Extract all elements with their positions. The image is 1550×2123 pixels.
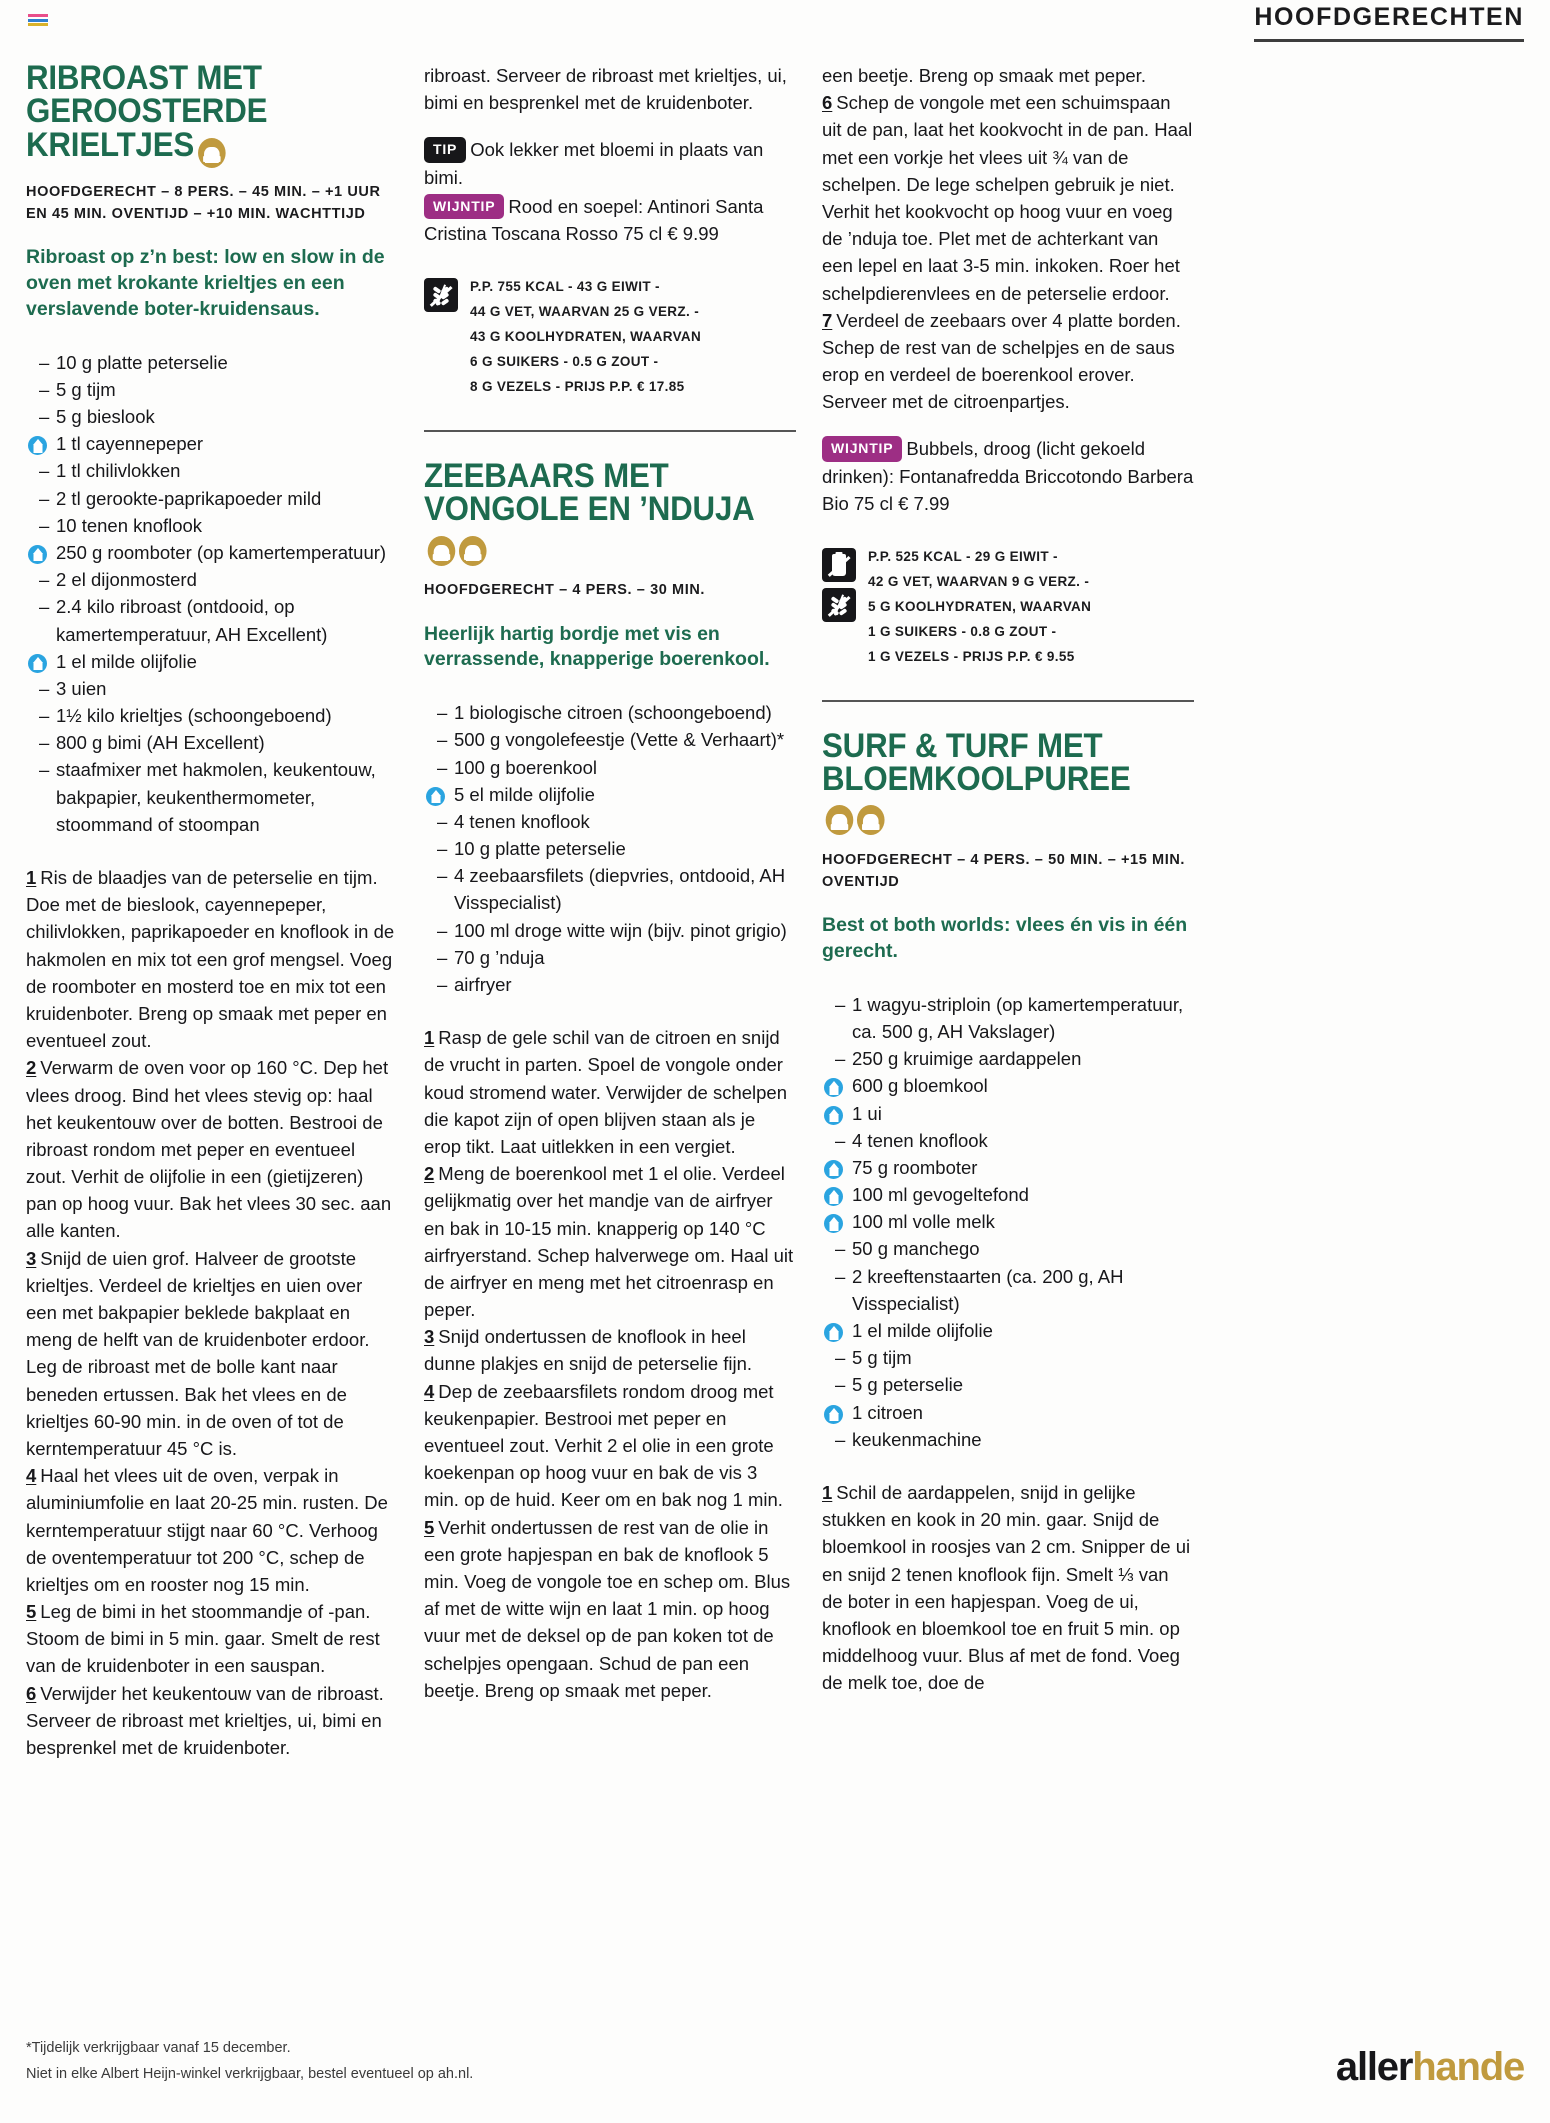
ingredient-text: 5 g peterselie [852,1374,964,1396]
dash-marker: – [835,1265,846,1287]
step-number: 4 [424,1380,435,1402]
ingredient-text: 600 g bloemkool [852,1075,988,1097]
pantry-staple-icon [824,1214,843,1233]
ingredient-text: 1 biologische citroen (schoongeboend) [454,702,772,724]
ingredient-text: 5 el milde olijfolie [454,783,595,805]
dash-marker: – [437,729,448,751]
step-continuation: een beetje. Breng op smaak met peper. [822,65,1146,86]
ingredient-text: 50 g manchego [852,1238,980,1260]
step-text: Rasp de gele schil van de citroen en snijd de vrucht in parten. Spoel de vongole onder koud stromend water. Verwijder de schelpen die kapot zijn of open blijven staan als je erop tikt. Laat uitlekken in een vergiet. [424,1027,788,1157]
steps-ribroast-cont [424,62,796,116]
pantry-staple-icon [824,1405,843,1424]
chef-hat-icon [198,138,226,168]
chef-hat-icon [428,536,456,566]
dash-marker: – [835,1347,846,1369]
nutrition-icon-group [822,545,856,670]
ingredient-list-zeebaars [424,699,796,998]
dash-marker: – [437,756,448,778]
recipe-title-text: ZEEBAARS MET VONGOLE EN ’NDUJA [424,456,755,529]
steps-zeebaars [424,1024,796,1704]
ingredient-item [822,1426,1194,1453]
recipe-intro-surfturf: Best ot both worlds: vlees én vis in één gerecht. [822,914,1188,963]
step [424,1160,796,1323]
recipe-title-zeebaars [424,456,766,566]
step-number: 1 [26,867,37,889]
dash-marker: – [835,1428,846,1450]
section-label: HOOFDGERECHTEN [1254,4,1524,42]
step-text: Verwarm de oven voor op 160 °C. Dep het vlees droog. Bind het vlees stevig op: haal het keukentouw over de botten. Bestrooi de ribroast rondom met peper en eventueel zout. Verhit de olijfolie in een (gietijzeren) pan op hoog vuur. Bak het vlees 30 sec. aan alle kanten. [26,1057,392,1242]
recipe-title-text: SURF & TURF MET BLOEMKOOLPUREE [822,726,1131,799]
wine-tip-ribroast [424,193,796,247]
step [26,1462,398,1598]
nutrition-values [868,545,1091,670]
step-number: 7 [822,309,833,331]
ingredient-item [26,485,398,512]
step-number: 3 [26,1247,37,1269]
dash-marker: – [39,460,50,482]
wine-tip-badge: WIJNTIP [822,436,902,462]
dash-marker: – [835,1238,846,1260]
ingredient-item [822,1235,1194,1262]
nutrition-line: 43 G KOOLHYDRATEN, WAARVAN [470,329,702,345]
ingredient-item [26,593,398,647]
logo-part-aller: aller [1335,2045,1413,2089]
nutrition-line: 5 G KOOLHYDRATEN, WAARVAN [868,598,1092,614]
chef-hat-icon [826,805,854,835]
allerhande-logo [1336,2047,1524,2087]
step [26,1598,398,1680]
pantry-staple-icon [824,1106,843,1125]
recipe-title-surfturf [822,726,1164,836]
dash-marker: – [39,759,50,781]
step-text: Haal het vlees uit de oven, verpak in aluminiumfolie en laat 20-25 min. rusten. De kerntemperatuur stijgt naar 60 °C. Verhoog de oventemperatuur tot 200 °C, schep de krieltjes om en rooster nog 15 min. [26,1465,388,1595]
nutrition-values [470,275,701,400]
ingredient-item [822,1208,1194,1235]
step-text: Verwijder het keukentouw van de ribroast. Serveer de ribroast met krieltjes, ui, bimi en besprenkel met de kruidenboter. [26,1682,384,1759]
ingredient-item [822,1154,1194,1181]
ingredient-item [26,702,398,729]
ingredient-text: 5 g bieslook [56,406,155,428]
dash-marker: – [437,865,448,887]
dash-marker: – [835,1048,846,1070]
nutrition-line: 1 G VEZELS - PRIJS P.P. € 9.55 [868,648,1075,664]
chef-hat-icon [857,805,885,835]
ingredient-text: 3 uien [56,677,107,699]
ingredient-text: 500 g vongolefeestje (Vette & Verhaart)* [454,729,785,751]
column-3 [822,62,1194,1992]
pantry-staple-icon [824,1187,843,1206]
ingredient-item [424,808,796,835]
ingredient-item [822,1344,1194,1371]
ingredient-item [26,756,398,838]
step [424,1378,796,1514]
ingredient-text: 4 zeebaarsfilets (diepvries, ontdooid, AH Visspecialist) [454,865,786,914]
ingredient-item [26,430,398,457]
pantry-staple-icon [28,545,47,564]
chef-hat-group [424,533,487,566]
ingredient-item [424,917,796,944]
nutrition-line: 6 G SUIKERS - 0.5 G ZOUT - [470,354,659,370]
ingredient-item [424,699,796,726]
ingredient-item [424,781,796,808]
pantry-staple-icon [28,436,47,455]
ingredient-text: 1 el milde olijfolie [56,650,197,672]
ingredient-text: 5 g tijm [56,378,116,400]
dash-marker: – [39,677,50,699]
ingredient-text: 2 kreeftenstaarten (ca. 200 g, AH Visspecialist) [852,1265,1124,1314]
pantry-staple-icon [28,654,47,673]
nutrition-line: P.P. 525 KCAL - 29 G EIWIT - [868,549,1058,564]
ingredient-item [822,1072,1194,1099]
chef-hat-group [822,802,885,835]
column-1 [26,59,398,1992]
step-number: 5 [424,1516,435,1538]
step-number: 2 [424,1163,435,1185]
nutrition-icon-group [424,275,458,400]
ingredient-text: 1 wagyu-striploin (op kamertemperatuur, ca. 500 g, AH Vakslager) [852,993,1184,1042]
dash-marker: – [437,946,448,968]
footnote-line: Niet in elke Albert Heijn-winkel verkrijgbaar, bestel eventueel op ah.nl. [26,2065,474,2082]
step-number: 1 [822,1481,833,1503]
nutrition-line: 42 G VET, WAARVAN 9 G VERZ. - [868,573,1090,589]
lactose-free-icon [822,548,856,582]
pantry-staple-icon [824,1160,843,1179]
section-divider [822,700,1194,702]
ingredient-text: 100 ml droge witte wijn (bijv. pinot grigio) [454,919,787,941]
ingredient-item [822,991,1194,1045]
ingredient-text: 1 tl chilivlokken [56,460,181,482]
step [26,864,398,1054]
logo-part-hande: hande [1412,2045,1524,2089]
step-number: 5 [26,1601,37,1623]
tip-text: Ook lekker met bloemi in plaats van bimi. [424,139,764,188]
ingredient-text: 1 tl cayennepeper [56,433,204,455]
ingredient-text: 2.4 kilo ribroast (ontdooid, op kamertemperatuur, AH Excellent) [56,596,328,645]
ingredient-text: 10 g platte peterselie [56,351,228,373]
ingredient-text: 70 g ’nduja [454,946,545,968]
ingredient-text: 5 g tijm [852,1347,912,1369]
pantry-staple-icon [426,787,445,806]
recipe-title-ribroast [26,59,368,168]
ingredient-item [26,349,398,376]
ingredient-text: 10 tenen knoflook [56,514,203,536]
step [822,307,1194,416]
ingredient-list-surfturf [822,991,1194,1453]
dash-marker: – [437,919,448,941]
ingredient-item [26,539,398,566]
ingredient-text: 2 tl gerookte-paprikapoeder mild [56,487,322,509]
chef-hat-icon [459,536,487,566]
ingredient-text: 250 g roomboter (op kamertemperatuur) [56,541,387,563]
page-header [0,0,1550,48]
step-text: Schep de vongole met een schuimspaan uit de pan, laat het kookvocht in de pan. Haal met een vorkje het vlees uit ¾ van de schelpen. De lege schelpen gebruik je niet. Verhit het kookvocht op hoog vuur en voeg de ’nduja toe. Plet met de achterkant van een lepel en laat 3-5 min. inkoken. Roer het schelpdierenvlees en de peterselie erdoor. [822,92,1193,304]
ingredient-text: staafmixer met hakmolen, keukentouw, bakpapier, keukenthermometer, stoommand of stoompan [56,759,376,835]
wine-tip-text: Bubbels, droog (licht gekoeld drinken): Fontanafredda Briccotondo Barbera Bio 75 cl € 7.99 [822,438,1194,514]
footnote-line: *Tijdelijk verkrijgbaar vanaf 15 december. [26,2040,291,2057]
ingredient-item [26,403,398,430]
ingredient-text: 100 ml gevogeltefond [852,1184,1029,1206]
footnotes [26,2036,473,2087]
dash-marker: – [437,810,448,832]
ingredient-text: 10 g platte peterselie [454,838,626,860]
dash-marker: – [39,732,50,754]
dash-marker: – [437,974,448,995]
ingredient-item [424,944,796,971]
gluten-free-icon [822,588,856,622]
recipe-meta-ribroast: HOOFDGERECHT – 8 PERS. – 45 MIN. – +1 UUR EN 45 MIN. OVENTIJD – +10 MIN. WACHTTIJD [26,183,381,222]
ingredient-item [822,1399,1194,1426]
step-text: Leg de bimi in het stoommandje of -pan. Stoom de bimi in 5 min. gaar. Smelt de rest van de kruidenboter in een sauspan. [26,1601,380,1677]
ingredient-text: 1 el milde olijfolie [852,1320,993,1341]
step [26,1054,398,1244]
ingredient-text: 800 g bimi (AH Excellent) [56,732,265,754]
recipe-intro-zeebaars: Heerlijk hartig bordje met vis en verrassende, knapperige boerenkool. [424,622,770,671]
ingredient-item [822,1317,1194,1344]
steps-zeebaars-cont [822,62,1194,415]
dash-marker: – [437,838,448,860]
ingredient-text: 4 tenen knoflook [852,1129,988,1151]
step-text: Meng de boerenkool met 1 el olie. Verdeel gelijkmatig over het mandje van de airfryer en bak in 10-15 min. knapperig op 140 °C airfryerstand. Schep halverwege om. Haal uit de airfryer en meng met het citroenrasp en peper. [424,1163,794,1321]
columns-container [0,59,1550,1992]
steps-ribroast [26,864,398,1761]
step-text: Verhit ondertussen de rest van de olie in een grote hapjespan en bak de knoflook 5 min. Voeg de vongole toe en schep om. Blus af met de witte wijn en laat 1 min. op hoog vuur met de deksel op de pan koken tot de schelpjes opengaan. Schud de pan een beetje. Breng op smaak met peper. [424,1516,791,1701]
ingredient-item [26,675,398,702]
recipe-meta-surfturf: HOOFDGERECHT – 4 PERS. – 50 MIN. – +15 MIN. OVENTIJD [822,851,1186,890]
ingredient-text: keukenmachine [852,1428,982,1450]
ingredient-item [26,729,398,756]
section-divider [424,430,796,432]
ingredient-text: 100 g boerenkool [454,756,597,778]
wine-tip-text: Rood en soepel: Antinori Santa Cristina Toscana Rosso 75 cl € 9.99 [424,195,764,244]
step [26,1680,398,1762]
dash-marker: – [39,569,50,591]
wine-tip-zeebaars [822,435,1194,517]
ingredient-text: 4 tenen knoflook [454,810,590,832]
nutrition-line: 1 G SUIKERS - 0.8 G ZOUT - [868,623,1057,639]
step-number: 1 [424,1027,435,1049]
step [424,1024,796,1160]
ingredient-item [26,512,398,539]
ingredient-item [822,1181,1194,1208]
recipe-intro-ribroast: Ribroast op z’n best: low en slow in de oven met krokante krieltjes en een verslavende boter-kruidensaus. [26,246,385,320]
ingredient-item [822,1371,1194,1398]
step-number: 2 [26,1057,37,1079]
step-text: Verdeel de zeebaars over 4 platte borden. Schep de rest van de schelpjes en de saus erop en verdeel de boerenkool erover. Serveer met de citroenpartjes. [822,309,1181,413]
ingredient-text: 2 el dijonmosterd [56,569,197,591]
page-footer [26,2036,1524,2087]
gluten-free-icon [424,278,458,312]
chef-hat-group [194,135,225,168]
dash-marker: – [39,596,50,618]
dash-marker: – [39,378,50,400]
ah-flag-icon [28,14,48,26]
ingredient-item [822,1263,1194,1317]
step-text: Dep de zeebaarsfilets rondom droog met keukenpapier. Bestrooi met peper en eventueel zout. Verhit 2 el olie in een grote koekenpan op hoog vuur en bak de vis 3 min. op de huid. Keer om en bak nog 1 min. [424,1380,783,1511]
step [424,1514,796,1704]
ingredient-item [26,376,398,403]
ingredient-item [822,1127,1194,1154]
nutrition-line: P.P. 755 KCAL - 43 G EIWIT - [470,279,660,295]
dash-marker: – [835,993,846,1015]
tip-ribroast [424,136,796,190]
ingredient-text: 1½ kilo krieltjes (schoongeboend) [56,705,332,727]
step [424,1323,796,1377]
step-text: Schil de aardappelen, snijd in gelijke stukken en kook in 20 min. gaar. Snijd de bloemkool in roosjes van 2 cm. Snipper de ui en snijd 2 tenen knoflook fijn. Smelt ⅓ van de boter in een hapjespan. Voeg de ui, knoflook en bloemkool toe en fruit 5 min. op middelhoog vuur. Blus af met de fond. Voeg de melk toe, doe de [822,1481,1191,1694]
tip-badge: TIP [424,137,466,163]
dash-marker: – [39,351,50,373]
nutrition-ribroast [424,275,796,400]
ingredient-item [424,754,796,781]
ingredient-text: airfryer [454,974,512,995]
ingredient-item [424,726,796,753]
step-text: Ris de blaadjes van de peterselie en tijm. Doe met de bieslook, cayennepeper, chilivlokken, paprikapoeder en knoflook in de hakmolen en mix tot een grof mengsel. Voeg de roomboter en mosterd toe en mix tot een kruidenboter. Breng op smaak met peper en eventueel zout. [26,867,395,1052]
dash-marker: – [39,406,50,428]
ingredient-list-ribroast [26,349,398,838]
pantry-staple-icon [824,1323,843,1342]
wine-tip-badge: WIJNTIP [424,194,504,220]
recipe-meta-zeebaars: HOOFDGERECHT – 4 PERS. – 30 MIN. [424,581,706,598]
step-text: Snijd ondertussen de knoflook in heel dunne plakjes en snijd de peterselie fijn. [424,1326,753,1375]
step-number: 4 [26,1465,37,1487]
ingredient-text: 250 g kruimige aardappelen [852,1048,1082,1070]
ingredient-item [822,1100,1194,1127]
nutrition-line: 44 G VET, WAARVAN 25 G VERZ. - [470,304,700,320]
recipe-title-text: RIBROAST MET GEROOSTERDE KRIELTJES [26,59,268,164]
ingredient-item [26,648,398,675]
ingredient-item [26,457,398,484]
dash-marker: – [835,1374,846,1396]
ingredient-item [822,1045,1194,1072]
dash-marker: – [39,514,50,536]
column-2 [424,62,796,1992]
ingredient-item [424,862,796,916]
step [26,1245,398,1463]
step [822,89,1194,307]
dash-marker: – [835,1129,846,1151]
ingredient-text: 1 ui [852,1102,882,1124]
dash-marker: – [39,487,50,509]
steps-surfturf [822,1479,1194,1697]
ingredient-text: 1 citroen [852,1401,923,1423]
step-number: 6 [822,92,833,114]
ingredient-text: 75 g roomboter [852,1156,978,1178]
step-number: 3 [424,1326,435,1348]
nutrition-line: 8 G VEZELS - PRIJS P.P. € 17.85 [470,379,685,394]
step-number: 6 [26,1682,37,1704]
ingredient-item [26,566,398,593]
ingredient-item [424,835,796,862]
dash-marker: – [437,702,448,724]
step-text: Snijd de uien grof. Halveer de grootste krieltjes. Verdeel de krieltjes en uien over een met bakpapier beklede bakplaat en meng de helft van de kruidenboter erdoor. Leg de ribroast met de bolle kant naar beneden ertussen. Bak het vlees en de krieltjes 60-90 min. in de oven of tot de kerntemperatuur 45 °C is. [26,1247,370,1459]
nutrition-zeebaars [822,545,1194,670]
dash-marker: – [39,705,50,727]
step-continuation: ribroast. Serveer de ribroast met krieltjes, ui, bimi en besprenkel met de kruidenboter. [424,65,787,114]
step [822,1479,1194,1697]
ingredient-text: 100 ml volle melk [852,1211,995,1233]
ingredient-item [424,971,796,998]
pantry-staple-icon [824,1078,843,1097]
